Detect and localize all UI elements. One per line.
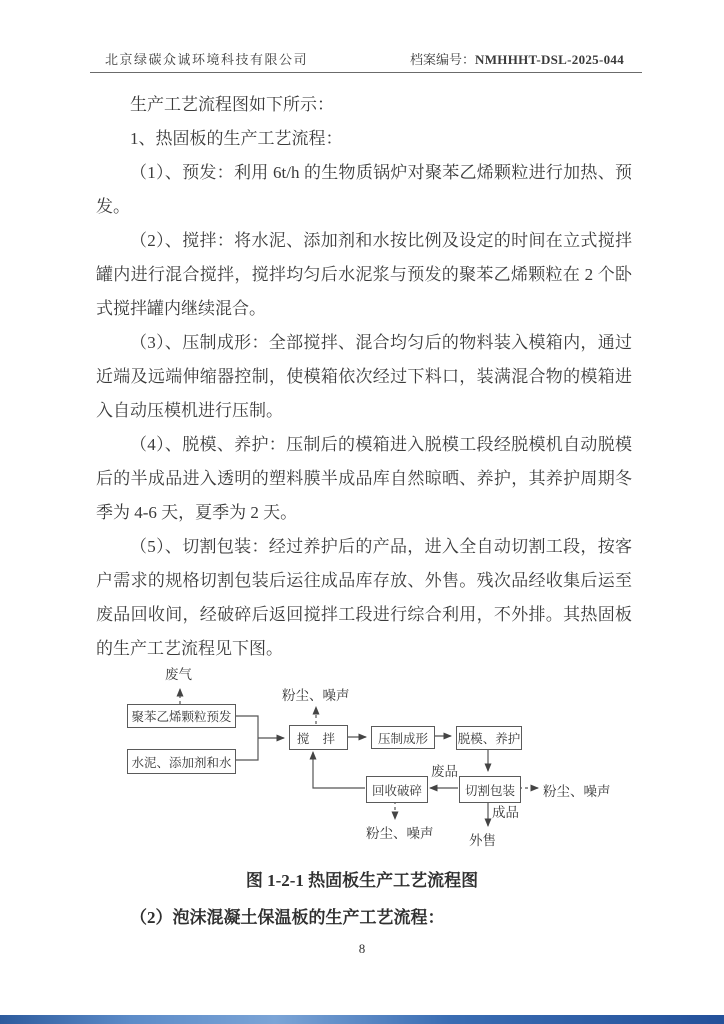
paragraph-step-3: （3）、压制成形：全部搅拌、混合均匀后的物料装入模箱内，通过近端及远端伸缩器控制，使模箱依次经过下料口，装满混合物的模箱进入自动压模机进行压制。 (96, 333, 632, 420)
paragraph-intro: 生产工艺流程图如下所示： (130, 95, 334, 114)
header-rule (90, 72, 642, 73)
node-cut-packaging: 切割包装 (459, 776, 521, 803)
node-recycle-crush: 回收破碎 (366, 776, 428, 803)
paragraph-step-1: （1）、预发：利用 6t/h 的生物质锅炉对聚苯乙烯颗粒进行加热、预发。 (96, 163, 632, 216)
label-external-sale: 外售 (469, 833, 496, 848)
label-dust-noise-recycling: 粉尘、噪声 (366, 826, 434, 841)
label-scrap: 废品 (431, 764, 458, 779)
figure-caption: 图 1-2-1 热固板生产工艺流程图 (245, 871, 479, 890)
paragraph-section-1: 1、热固板的生产工艺流程： (130, 129, 343, 148)
node-pre-expansion: 聚苯乙烯颗粒预发 (127, 704, 236, 728)
page-number: 8 (358, 941, 366, 956)
header-archive-number (410, 49, 624, 68)
label-dust-noise-mixing: 粉尘、噪声 (282, 688, 350, 703)
bottom-blue-bar (0, 1015, 724, 1024)
paragraph-step-2: （2）、搅拌：将水泥、添加剂和水按比例及设定的时间在立式搅拌罐内进行混合搅拌，搅拌均匀后水泥浆与预发的聚苯乙烯颗粒在 2 个卧式搅拌罐内继续混合。 (96, 231, 632, 318)
archive-label: 档案编号： (410, 52, 476, 67)
paragraph-step-5: （5）、切割包装：经过养护后的产品，进入全自动切割工段，按客户需求的规格切割包装后运往成品库存放、外售。残次品经收集后运至废品回收间，经破碎后返回搅拌工段进行综合利用，不外排。其热固板的生产工艺流程见下图。 (96, 537, 632, 658)
header-company-name: 北京绿碳众诚环境科技有限公司 (105, 52, 309, 67)
node-demold-curing: 脱模、养护 (456, 726, 522, 750)
node-materials: 水泥、添加剂和水 (127, 749, 236, 774)
node-mixing: 搅 拌 (289, 725, 348, 750)
label-finished-product: 成品 (492, 805, 519, 820)
label-dust-noise-cutting: 粉尘、噪声 (543, 784, 611, 799)
archive-number-value: NMHHHT-DSL-2025-044 (475, 52, 624, 67)
body-text (96, 88, 632, 666)
paragraph-step-4: （4）、脱模、养护：压制后的模箱进入脱模工段经脱模机自动脱模后的半成品进入透明的塑料膜半成品库自然晾晒、养护，其养护周期冬季为 4-6 天，夏季为 2 天。 (96, 435, 632, 522)
label-waste-gas: 废气 (165, 667, 192, 682)
next-section-heading: （2）泡沫混凝土保温板的生产工艺流程： (130, 908, 445, 927)
node-press-forming: 压制成形 (371, 726, 435, 749)
